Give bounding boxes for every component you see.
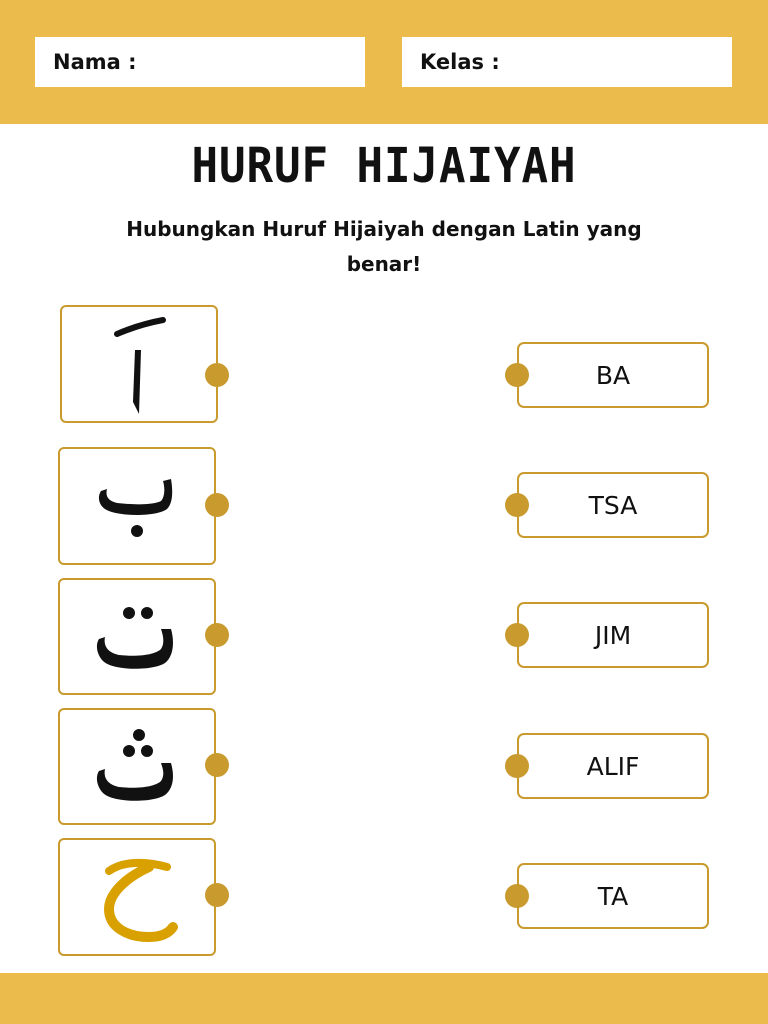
letter-card-alif (60, 305, 218, 423)
alif-glyph (89, 310, 189, 418)
latin-label: TSA (588, 490, 638, 520)
latin-option-ta (517, 863, 709, 929)
latin-option-jim (517, 602, 709, 668)
ta-glyph (87, 587, 187, 687)
tsa-glyph (87, 717, 187, 817)
latin-label: JIM (594, 620, 632, 650)
class-field[interactable] (402, 37, 732, 87)
letter-dot-2[interactable] (205, 493, 229, 517)
letter-dot-4[interactable] (205, 753, 229, 777)
ha-glyph (87, 847, 187, 947)
name-field[interactable] (35, 37, 365, 87)
latin-label: TA (597, 881, 629, 911)
latin-label: BA (595, 360, 631, 390)
class-label: Kelas : (420, 50, 500, 74)
latin-option-ba (517, 342, 709, 408)
latin-dot-1[interactable] (505, 363, 529, 387)
letter-card-ha (58, 838, 216, 956)
latin-dot-4[interactable] (505, 754, 529, 778)
latin-option-tsa (517, 472, 709, 538)
latin-dot-3[interactable] (505, 623, 529, 647)
letter-card-ta (58, 578, 216, 695)
instruction-text: Hubungkan Huruf Hijaiyah dengan Latin yang benar! (126, 217, 642, 276)
ba-glyph (87, 461, 187, 551)
letter-dot-5[interactable] (205, 883, 229, 907)
page-title: HURUF HIJAIYAH (191, 138, 577, 194)
letter-card-ba (58, 447, 216, 565)
latin-dot-2[interactable] (505, 493, 529, 517)
latin-dot-5[interactable] (505, 884, 529, 908)
letter-dot-3[interactable] (205, 623, 229, 647)
letter-card-tsa (58, 708, 216, 825)
name-label: Nama : (53, 50, 137, 74)
latin-label: ALIF (586, 751, 640, 781)
letter-dot-1[interactable] (205, 363, 229, 387)
footer-band (0, 973, 768, 1024)
latin-option-alif (517, 733, 709, 799)
